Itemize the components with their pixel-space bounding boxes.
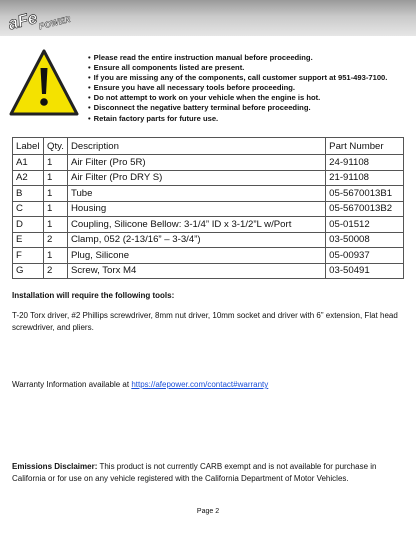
warranty-link[interactable]: https://afepower.com/contact#warranty	[131, 380, 269, 389]
cell-qty: 2	[43, 263, 67, 279]
header-label: Label	[13, 138, 44, 155]
install-tools-text: T-20 Torx driver, #2 Phillips screwdriver, 8mm nut driver, 10mm socket and driver with 6” extension, Flat head screwdriver, and pliers.	[12, 311, 398, 332]
cell-part-number: 21-91108	[326, 170, 404, 186]
table-row	[13, 217, 404, 233]
header-description: Description	[67, 138, 325, 155]
cell-qty: 1	[43, 170, 67, 186]
header-part-number: Part Number	[326, 138, 404, 155]
cell-description: Screw, Torx M4	[67, 263, 325, 279]
table-header-row	[13, 138, 404, 155]
warning-item: • Ensure all components listed are present.	[88, 63, 408, 73]
cell-description: Housing	[67, 201, 325, 217]
warning-item: • Ensure you have all necessary tools before proceeding.	[88, 83, 408, 93]
table-row	[13, 201, 404, 217]
cell-qty: 1	[43, 248, 67, 264]
warranty-line	[12, 380, 268, 389]
table-row	[13, 170, 404, 186]
warning-icon	[8, 48, 80, 118]
logo-power-text: POWER	[37, 13, 72, 32]
afe-power-logo	[4, 2, 76, 34]
cell-part-number: 05-00937	[326, 248, 404, 264]
cell-part-number: 24-91108	[326, 155, 404, 171]
cell-part-number: 03-50008	[326, 232, 404, 248]
table-row	[13, 263, 404, 279]
logo-afe-text: aFe	[6, 7, 40, 34]
cell-qty: 1	[43, 155, 67, 171]
cell-label: G	[13, 263, 44, 279]
warranty-prefix: Warranty Information available at	[12, 380, 132, 389]
cell-qty: 1	[43, 186, 67, 202]
cell-part-number: 05-5670013B1	[326, 186, 404, 202]
emissions-label: Emissions Disclaimer:	[12, 462, 98, 471]
header-qty: Qty.	[43, 138, 67, 155]
cell-label: F	[13, 248, 44, 264]
cell-description: Clamp, 052 (2-13/16” – 3-3/4”)	[67, 232, 325, 248]
table-row	[13, 232, 404, 248]
cell-description: Tube	[67, 186, 325, 202]
table-row	[13, 186, 404, 202]
warning-item: • If you are missing any of the components, call customer support at 951-493-7100.	[88, 73, 408, 83]
cell-label: B	[13, 186, 44, 202]
emissions-disclaimer	[12, 461, 404, 484]
cell-description: Coupling, Silicone Bellow: 3-1/4” ID x 3-1/2”L w/Port	[67, 217, 325, 233]
page-number: Page 2	[196, 508, 220, 515]
cell-qty: 1	[43, 217, 67, 233]
cell-description: Air Filter (Pro 5R)	[67, 155, 325, 171]
parts-table	[12, 137, 404, 279]
warning-item: • Retain factory parts for future use.	[88, 114, 408, 124]
emissions-text: This product is not currently CARB exempt and is not available for purchase in California or for use on any vehicle registered with the California Department of Motor Vehicles.	[12, 462, 377, 483]
cell-qty: 2	[43, 232, 67, 248]
install-tools-heading: Installation will require the following tools:	[12, 291, 175, 300]
warning-item: • Do not attempt to work on your vehicle when the engine is hot.	[88, 93, 408, 103]
cell-description: Air Filter (Pro DRY S)	[67, 170, 325, 186]
cell-part-number: 05-5670013B2	[326, 201, 404, 217]
table-row	[13, 155, 404, 171]
cell-label: C	[13, 201, 44, 217]
cell-label: E	[13, 232, 44, 248]
cell-label: D	[13, 217, 44, 233]
warning-item: • Disconnect the negative battery terminal before proceeding.	[88, 103, 408, 113]
cell-label: A1	[13, 155, 44, 171]
warning-list	[88, 53, 408, 124]
warning-item: • Please read the entire instruction manual before proceeding.	[88, 53, 408, 63]
cell-label: A2	[13, 170, 44, 186]
cell-part-number: 05-01512	[326, 217, 404, 233]
cell-part-number: 03-50491	[326, 263, 404, 279]
table-row	[13, 248, 404, 264]
cell-qty: 1	[43, 201, 67, 217]
cell-description: Plug, Silicone	[67, 248, 325, 264]
